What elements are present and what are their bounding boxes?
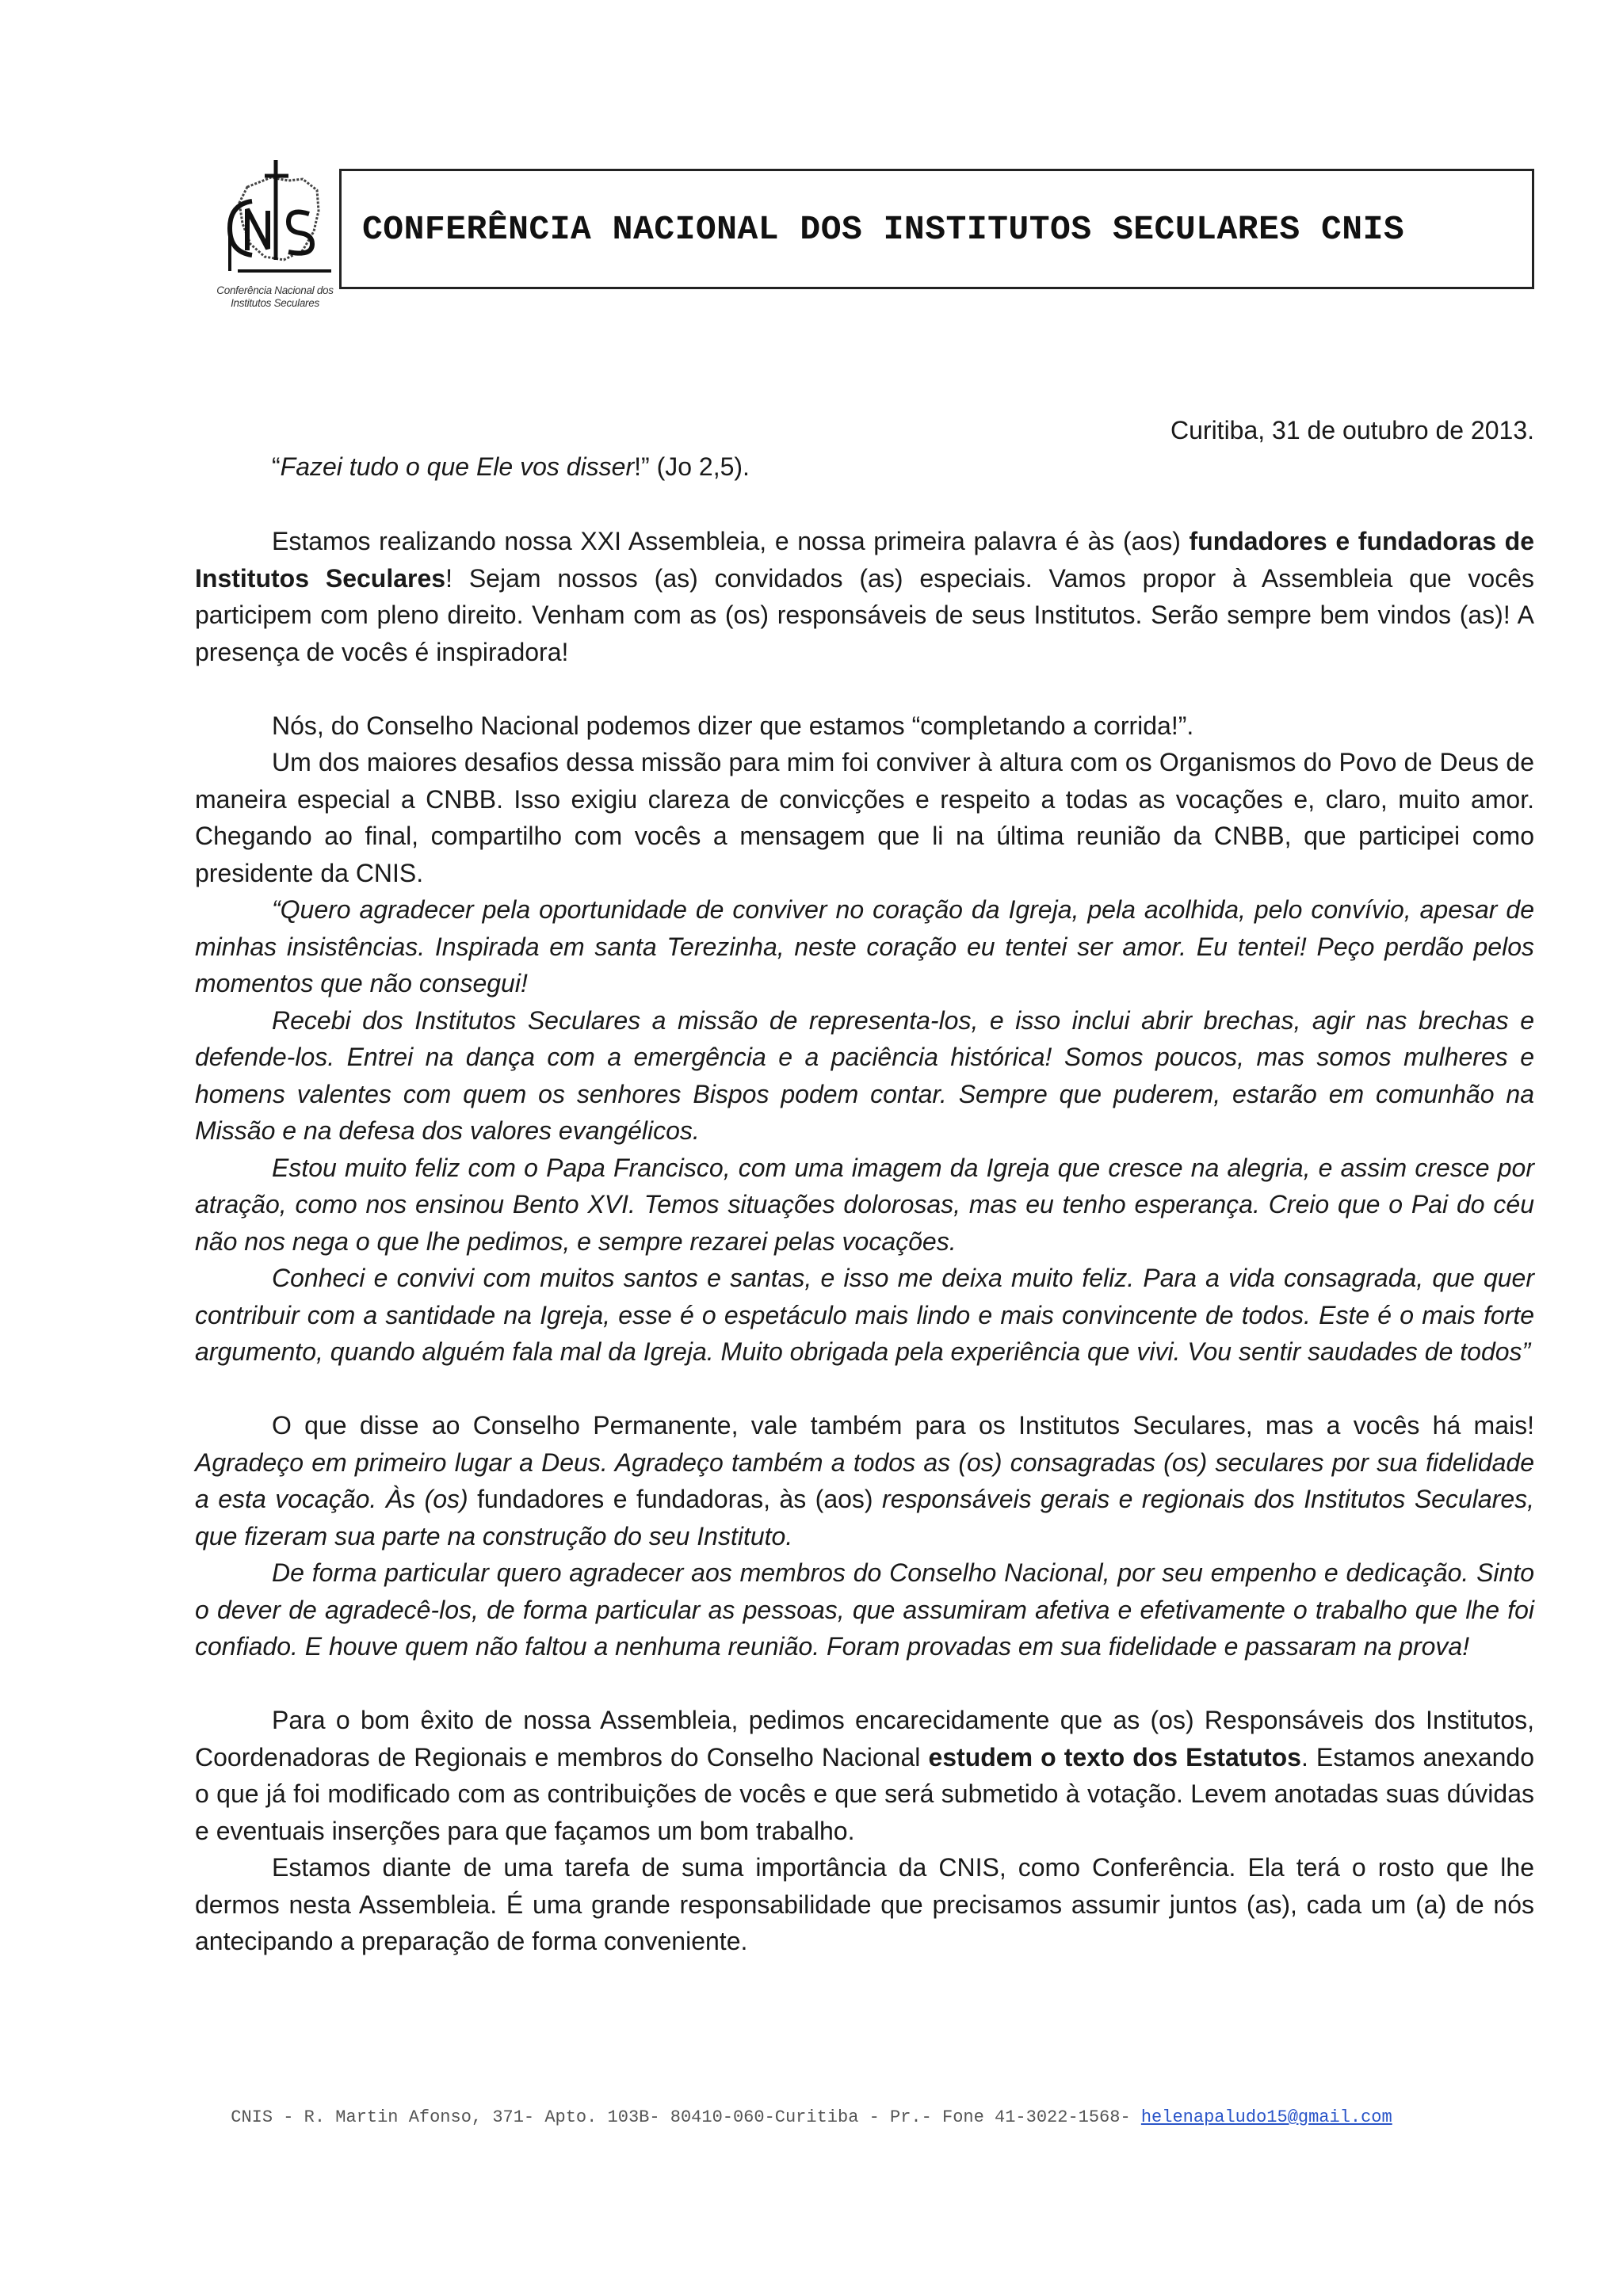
quote-paragraph-1: “Quero agradecer pela oportunidade de conviver no coração da Igreja, pela acolhida, pelo convívio, apesar de minhas insistências. Inspirada em santa Terezinha, neste coração eu tentei ser amor. Eu tentei! Peço perdão pelos momentos que não consegui! xyxy=(195,895,1534,997)
footer-address: CNIS - R. Martin Afonso, 371- Apto. 103B- 80410-060-Curitiba - Pr.- Fone 41-3022-1568- xyxy=(231,2107,1141,2127)
paragraph-7: Estamos diante de uma tarefa de suma importância da CNIS, como Conferência. Ela terá o rosto que lhe dermos nesta Assembleia. É uma grande responsabilidade que precisamos assumir juntos (as), cada um (a) de nós antecipando a preparação de forma conveniente. xyxy=(195,1853,1534,1955)
paragraph-1 xyxy=(195,523,1534,670)
paragraph-4 xyxy=(195,1407,1534,1554)
p1-bold: fundadores e fundadoras de Institutos Seculares xyxy=(195,527,1535,593)
cnis-cross-logo-icon xyxy=(216,155,334,278)
paragraph-5: De forma particular quero agradecer aos membros do Conselho Nacional, por seu empenho e dedicação. Sinto o dever de agradecê-los, de forma particular as pessoas, que assumiram afetiva e efetivamente o trabalho que lhe foi confiado. E houve quem não faltou a nenhuma reunião. Foram provadas em sua fidelidade e passaram na prova! xyxy=(195,1558,1534,1661)
date-line: Curitiba, 31 de outubro de 2013. xyxy=(1170,416,1534,444)
p6-text: Para o bom êxito de nossa Assembleia, pedimos encarecidamente que as (os) Responsáveis dos Institutos, Coordenadoras de Regionais e membros do Conselho Nacional xyxy=(195,1706,1534,1772)
footer xyxy=(0,2107,1623,2127)
header-box xyxy=(339,169,1534,289)
p6-bold: estudem o texto dos Estatutos xyxy=(928,1742,1301,1772)
quote-paragraph-2: Recebi dos Institutos Seculares a missão de representa-los, e isso inclui abrir brechas, agir nas brechas e defende-los. Entrei na dança com a emergência e a paciência histórica! Somos poucos, mas somos mulheres e homens valentes com quem os senhores Bispos podem contar. Sempre que puderem, estarão em comunhão na Missão e na defesa dos valores evangélicos. xyxy=(195,1005,1534,1145)
footer-email-link[interactable]: helenapaludo15@gmail.com xyxy=(1140,2107,1392,2127)
p4-text-2: fundadores e fundadoras, às (aos) xyxy=(477,1485,883,1513)
quote-paragraph-3: Estou muito feliz com o Papa Francisco, com uma imagem da Igreja que cresce na alegria, e assim cresce por atração, como nos ensinou Bento XVI. Temos situações dolorosas, mas eu tenho esperança. Creio que o Pai do céu não nos nega o que lhe pedimos, e sempre rezarei pelas vocações. xyxy=(195,1153,1534,1256)
p4-italic-2: responsáveis gerais e regionais dos Institutos Seculares, que fizeram sua parte na construção do seu Instituto. xyxy=(195,1485,1535,1550)
paragraph-6 xyxy=(195,1702,1534,1849)
p1-text: Estamos realizando nossa XXI Assembleia, e nossa primeira palavra é às (aos) xyxy=(272,527,1190,555)
paragraph-3: Um dos maiores desafios dessa missão para mim foi conviver à altura com os Organismos do Povo de Deus de maneira especial a CNBB. Isso exigiu clareza de convicções e respeito a todas as vocações e, claro, muito amor. Chegando ao final, compartilho com vocês a mensagem que li na última reunião da CNBB, que participei como presidente da CNIS. xyxy=(195,748,1534,887)
epigraph xyxy=(272,448,750,485)
p4-text: O que disse ao Conselho Permanente, vale também para os Institutos Seculares, mas a vocês há mais! xyxy=(272,1411,1534,1440)
p1-text-end: ! Sejam nossos (as) convidados (as) especiais. Vamos propor à Assembleia que vocês participem com pleno direito. Venham com as (os) responsáveis de seus Institutos. Serão sempre bem vindos (as)! A presença de vocês é inspiradora! xyxy=(195,563,1535,666)
cnis-logo xyxy=(208,155,342,326)
header-title: CONFERÊNCIA NACIONAL DOS INSTITUTOS SECULARES CNIS xyxy=(362,209,1405,249)
quote-paragraph-4: Conheci e convivi com muitos santos e santas, e isso me deixa muito feliz. Para a vida consagrada, que quer contribuir com a santidade na Igreja, esse é o espetáculo mais lindo e mais convincente de todos. Este é o mais forte argumento, quando alguém fala mal da Igreja. Muito obrigada pela experiência que vivi. Vou sentir saudades de todos” xyxy=(195,1264,1534,1366)
epigraph-quote: Fazei tudo o que Ele vos disser xyxy=(280,452,635,481)
logo-caption: Conferência Nacional dos Institutos Seculares xyxy=(216,284,334,309)
paragraph-2: Nós, do Conselho Nacional podemos dizer que estamos “completando a corrida!”. xyxy=(272,711,1194,740)
epigraph-open-quote: “ xyxy=(272,452,281,481)
p4-italic-1: Agradeço em primeiro lugar a Deus. Agradeço também a todos as (os) consagradas (os) seculares por sua fidelidade a esta vocação. Às (os) xyxy=(195,1447,1534,1513)
letter-body xyxy=(195,523,1534,1960)
epigraph-reference: !” (Jo 2,5). xyxy=(634,452,750,481)
p6-text-end: . Estamos anexando o que já foi modificado com as contribuições de vocês e que será submetido à votação. Levem anotadas suas dúvidas e eventuais inserções para que façamos um bom trabalho. xyxy=(195,1742,1535,1845)
